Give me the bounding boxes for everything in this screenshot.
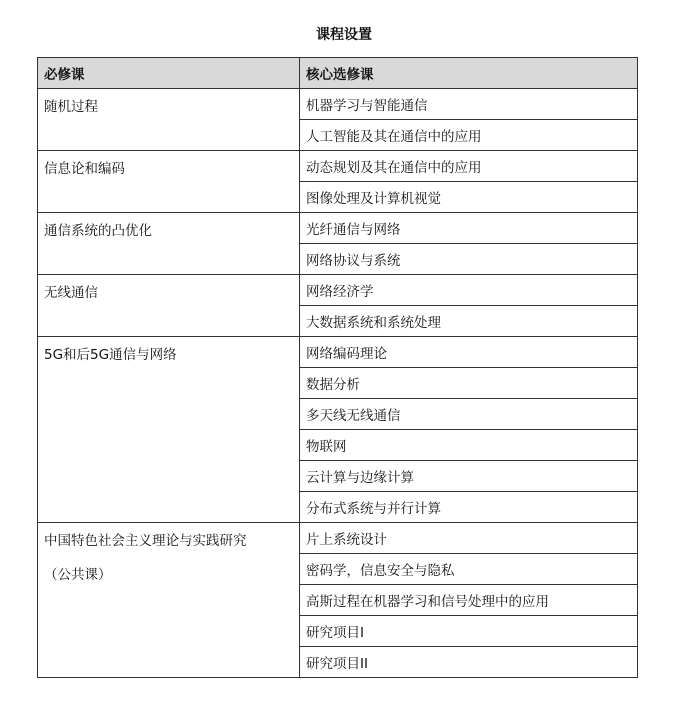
elective-courses-header: 核心选修课 <box>300 58 638 89</box>
required-courses-header: 必修课 <box>38 58 300 89</box>
elective-course-cell: 研究项目II <box>300 647 638 678</box>
table-row <box>38 213 638 244</box>
elective-course-cell: 分布式系统与并行计算 <box>300 492 638 523</box>
elective-course-cell: 物联网 <box>300 430 638 461</box>
elective-course-cell: 网络编码理论 <box>300 337 638 368</box>
required-course-cell <box>38 523 300 678</box>
elective-course-cell: 动态规划及其在通信中的应用 <box>300 151 638 182</box>
table-row <box>38 337 638 368</box>
table-row <box>38 151 638 182</box>
table-header-row <box>38 58 638 89</box>
course-table <box>37 57 638 678</box>
elective-course-cell: 云计算与边缘计算 <box>300 461 638 492</box>
table-row <box>38 523 638 554</box>
elective-course-cell: 大数据系统和系统处理 <box>300 306 638 337</box>
elective-course-cell: 网络协议与系统 <box>300 244 638 275</box>
elective-course-cell: 图像处理及计算机视觉 <box>300 182 638 213</box>
elective-course-cell: 数据分析 <box>300 368 638 399</box>
required-course-name: 中国特色社会主义理论与实践研究 <box>44 533 247 549</box>
elective-course-cell: 机器学习与智能通信 <box>300 89 638 120</box>
elective-course-cell: 片上系统设计 <box>300 523 638 554</box>
elective-course-cell: 高斯过程在机器学习和信号处理中的应用 <box>300 585 638 616</box>
table-row <box>38 89 638 120</box>
required-course-cell: 随机过程 <box>38 89 300 151</box>
required-course-cell: 5G和后5G通信与网络 <box>38 337 300 523</box>
elective-course-cell: 研究项目I <box>300 616 638 647</box>
required-course-cell: 信息论和编码 <box>38 151 300 213</box>
elective-course-cell: 多天线无线通信 <box>300 399 638 430</box>
elective-course-cell: 人工智能及其在通信中的应用 <box>300 120 638 151</box>
required-course-note: （公共课） <box>44 567 112 583</box>
required-course-cell: 通信系统的凸优化 <box>38 213 300 275</box>
table-row <box>38 275 638 306</box>
required-course-cell: 无线通信 <box>38 275 300 337</box>
elective-course-cell: 网络经济学 <box>300 275 638 306</box>
page-title: 课程设置 <box>316 27 372 43</box>
elective-course-cell: 密码学，信息安全与隐私 <box>300 554 638 585</box>
elective-course-cell: 光纤通信与网络 <box>300 213 638 244</box>
